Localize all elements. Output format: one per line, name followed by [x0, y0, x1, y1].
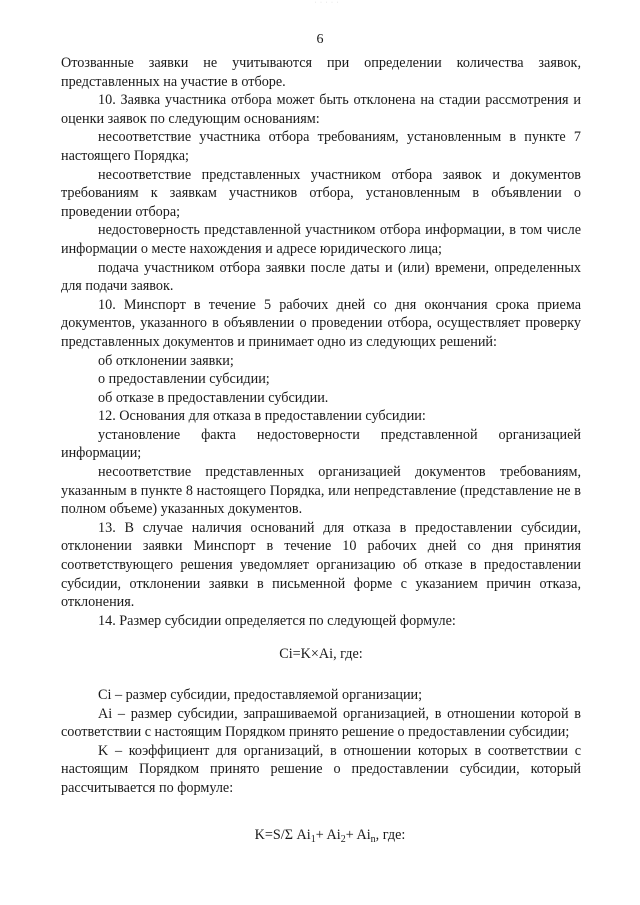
- paragraph: 10. Минспорт в течение 5 рабочих дней со дня окончания срока приема документов, указанного в объявлении о проведении отбора, осуществляет проверку представленных документов и принимает одно из следующих решений:: [61, 296, 581, 350]
- formula-definition: K – коэффициент для организаций, в отношении которых в соответствии с настоящим Порядком принято решение о предоставлении субсидии, который рассчитывается по формуле:: [61, 742, 581, 796]
- list-item: подача участником отбора заявки после даты и (или) времени, определенных для подачи заявок.: [61, 259, 581, 295]
- list-item: установление факта недостоверности представленной организацией информации;: [61, 426, 581, 462]
- formula-definition: Ci – размер субсидии, предоставляемой организации;: [98, 687, 423, 703]
- list-item: несоответствие участника отбора требованиям, установленным в пункте 7 настоящего Порядка;: [61, 129, 581, 164]
- paragraph: 12. Основания для отказа в предоставлении субсидии:: [98, 408, 426, 425]
- list-item: об отклонении заявки;: [98, 352, 234, 369]
- list-item: несоответствие представленных организацией документов требованиям, указанным в пункте 8 настоящего Порядка, или непредставление (представление не в полном объеме) указанных документов.: [61, 464, 581, 518]
- list-item: несоответствие представленных участником отбора заявок и документов требованиям к заявкам участников отбора, установленным в объявлении о проведении отбора;: [61, 166, 581, 220]
- scan-stamp: · · · · ·: [314, 0, 340, 6]
- formula-subsidy: Ci=K×Ai, где:: [279, 646, 363, 663]
- formula-coefficient: K=S/Σ $Ai_1+ Ai_2+ Ai_n$, где:: [254, 826, 406, 845]
- paragraph: 13. В случае наличия оснований для отказа в предоставлении субсидии, отклонении заявки Минспорт в течение 10 рабочих дней со дня принятия соответствующего решения уведомляет организацию об отказе в предоставлении субсидии, отклонении заявки в письменной форме с указанием причин отказа, отклонения.: [61, 519, 581, 611]
- list-item: о предоставлении субсидии;: [98, 371, 270, 388]
- paragraph: Отозванные заявки не учитываются при определении количества заявок, представленных на участие в отборе.: [61, 55, 581, 90]
- document-body: [61, 54, 581, 844]
- list-item: недостоверность представленной участником отбора информации, в том числе информации о месте нахождения и адресе юридического лица;: [61, 222, 581, 257]
- page-number: 6: [316, 32, 324, 47]
- formula-definition: Ai – размер субсидии, запрашиваемой организацией, в отношении которой в соответствии с настоящим Порядком принято решение о предоставлении субсидии;: [61, 705, 581, 741]
- list-item: об отказе в предоставлении субсидии.: [98, 389, 329, 406]
- paragraph: 10. Заявка участника отбора может быть отклонена на стадии рассмотрения и оценки заявок по следующим основаниям:: [61, 92, 581, 127]
- paragraph: 14. Размер субсидии определяется по следующей формуле:: [98, 612, 456, 629]
